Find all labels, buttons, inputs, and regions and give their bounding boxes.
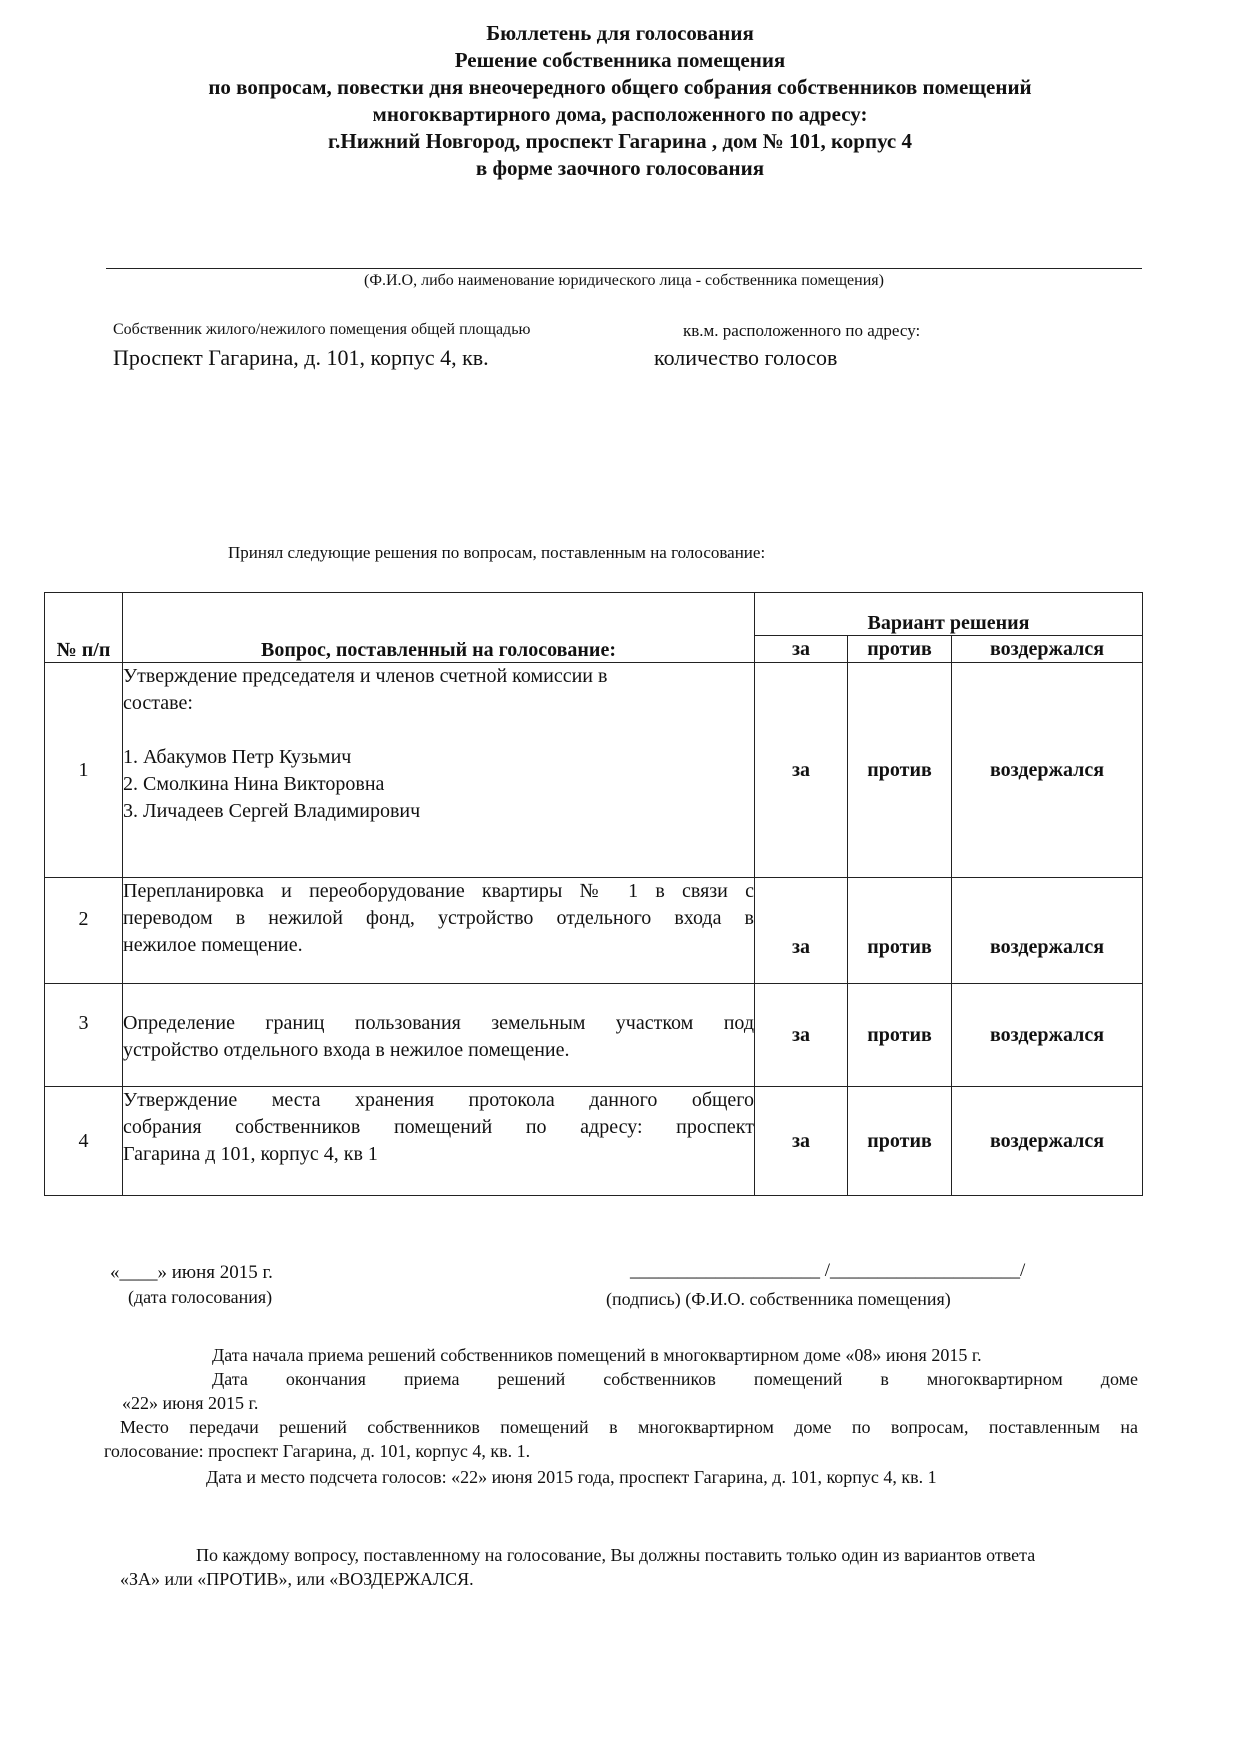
signature-field[interactable]: ____________________ /____________________/ — [630, 1260, 1026, 1281]
question-text — [123, 1087, 755, 1196]
question-line: 2. Смолкина Нина Викторовна — [123, 773, 385, 795]
decisions-intro: Принял следующие решения по вопросам, поставленным на голосование: — [228, 543, 766, 562]
vote-abstain-option[interactable]: воздержался — [952, 1087, 1143, 1196]
vote-for-option[interactable]: за — [755, 878, 848, 984]
question-text — [123, 663, 755, 878]
vote-count-date-place: Дата и место подсчета голосов: «22» июня 2015 года, проспект Гагарина, д. 101, корпус 4, кв. 1 — [206, 1467, 937, 1487]
row-number: 4 — [45, 1087, 123, 1196]
title-line: в форме заочного голосования — [475, 156, 765, 180]
col-header-variant: Вариант решения — [755, 593, 1143, 636]
question-line — [123, 717, 754, 744]
row-number: 1 — [45, 663, 123, 878]
question-line: Утверждение места хранения протокола данного общего — [123, 1089, 754, 1111]
signature-caption: (подпись) (Ф.И.О. собственника помещения) — [606, 1289, 951, 1309]
table-row — [45, 878, 1143, 984]
reception-end-date-line2: «22» июня 2015 г. — [122, 1393, 259, 1413]
vote-date-field[interactable]: «____» июня 2015 г. — [110, 1262, 273, 1283]
votes-count-label: количество голосов — [654, 345, 838, 370]
title-line: Бюллетень для голосования — [486, 21, 754, 45]
question-line: собрания собственников помещений по адресу: проспект — [123, 1116, 754, 1138]
title-line: многоквартирного дома, расположенного по адресу: — [372, 102, 868, 126]
question-text — [123, 984, 755, 1087]
question-line: 3. Личадеев Сергей Владимирович — [123, 800, 421, 822]
vote-abstain-option[interactable]: воздержался — [952, 984, 1143, 1087]
col-header-abstain: воздержался — [952, 636, 1143, 663]
owner-address: Проспект Гагарина, д. 101, корпус 4, кв. — [113, 345, 489, 370]
owner-name-caption: (Ф.И.О, либо наименование юридического лица - собственника помещения) — [364, 272, 884, 289]
question-line: Определение границ пользования земельным участком под — [123, 1012, 754, 1034]
vote-against-option[interactable]: против — [848, 1087, 952, 1196]
vote-against-option[interactable]: против — [848, 663, 952, 878]
question-line: переводом в нежилой фонд, устройство отдельного входа в — [123, 907, 754, 929]
table-row — [45, 1087, 1143, 1196]
area-label: Собственник жилого/нежилого помещения общей площадью — [113, 321, 531, 338]
question-line: Гагарина д 101, корпус 4, кв 1 — [123, 1143, 378, 1165]
vote-date-caption: (дата голосования) — [128, 1287, 273, 1307]
question-line: Утверждение председателя и членов счетной комиссии в — [123, 665, 608, 687]
vote-abstain-option[interactable]: воздержался — [952, 878, 1143, 984]
instruction-line2: «ЗА» или «ПРОТИВ», или «ВОЗДЕРЖАЛСЯ. — [120, 1569, 474, 1589]
owner-name-field[interactable] — [106, 268, 1142, 269]
question-line: 1. Абакумов Петр Кузьмич — [123, 746, 352, 768]
vote-for-option[interactable]: за — [755, 1087, 848, 1196]
vote-against-option[interactable]: против — [848, 984, 952, 1087]
vote-abstain-option[interactable]: воздержался — [952, 663, 1143, 878]
area-unit: кв.м. расположенного по адресу: — [683, 321, 921, 340]
vote-for-option[interactable]: за — [755, 984, 848, 1087]
col-header-question: Вопрос, поставленный на голосование: — [123, 593, 755, 663]
reception-start-date: Дата начала приема решений собственников помещений в многоквартирном доме «08» июня 2015 г. — [212, 1345, 982, 1365]
vote-for-option[interactable]: за — [755, 663, 848, 878]
row-number: 2 — [45, 878, 123, 984]
question-line: нежилое помещение. — [123, 934, 303, 956]
col-header-against: против — [848, 636, 952, 663]
document-title — [0, 20, 1240, 182]
col-header-number: № п/п — [45, 593, 123, 663]
table-row — [45, 663, 1143, 878]
instruction-line1: По каждому вопросу, поставленному на голосование, Вы должны поставить только один из вариантов ответа — [196, 1545, 1036, 1565]
delivery-place-line2: голосование: проспект Гагарина, д. 101, корпус 4, кв. 1. — [104, 1441, 531, 1461]
question-line: составе: — [123, 692, 193, 714]
voting-table — [44, 592, 1143, 1196]
title-line: Решение собственника помещения — [454, 48, 786, 72]
col-header-for: за — [755, 636, 848, 663]
question-line: Перепланировка и переоборудование квартиры № 1 в связи с — [123, 880, 754, 902]
reception-end-date-line1: Дата окончания приема решений собственников помещений в многоквартирном доме — [212, 1369, 1138, 1389]
title-line: по вопросам, повестки дня внеочередного общего собрания собственников помещений — [208, 75, 1032, 99]
delivery-place-line1: Место передачи решений собственников помещений в многоквартирном доме по вопросам, поставленным на — [120, 1417, 1138, 1437]
question-text — [123, 878, 755, 984]
table-row — [45, 984, 1143, 1087]
question-line: устройство отдельного входа в нежилое помещение. — [123, 1039, 570, 1061]
row-number: 3 — [45, 984, 123, 1087]
title-line: г.Нижний Новгород, проспект Гагарина , дом № 101, корпус 4 — [327, 129, 912, 153]
vote-against-option[interactable]: против — [848, 878, 952, 984]
